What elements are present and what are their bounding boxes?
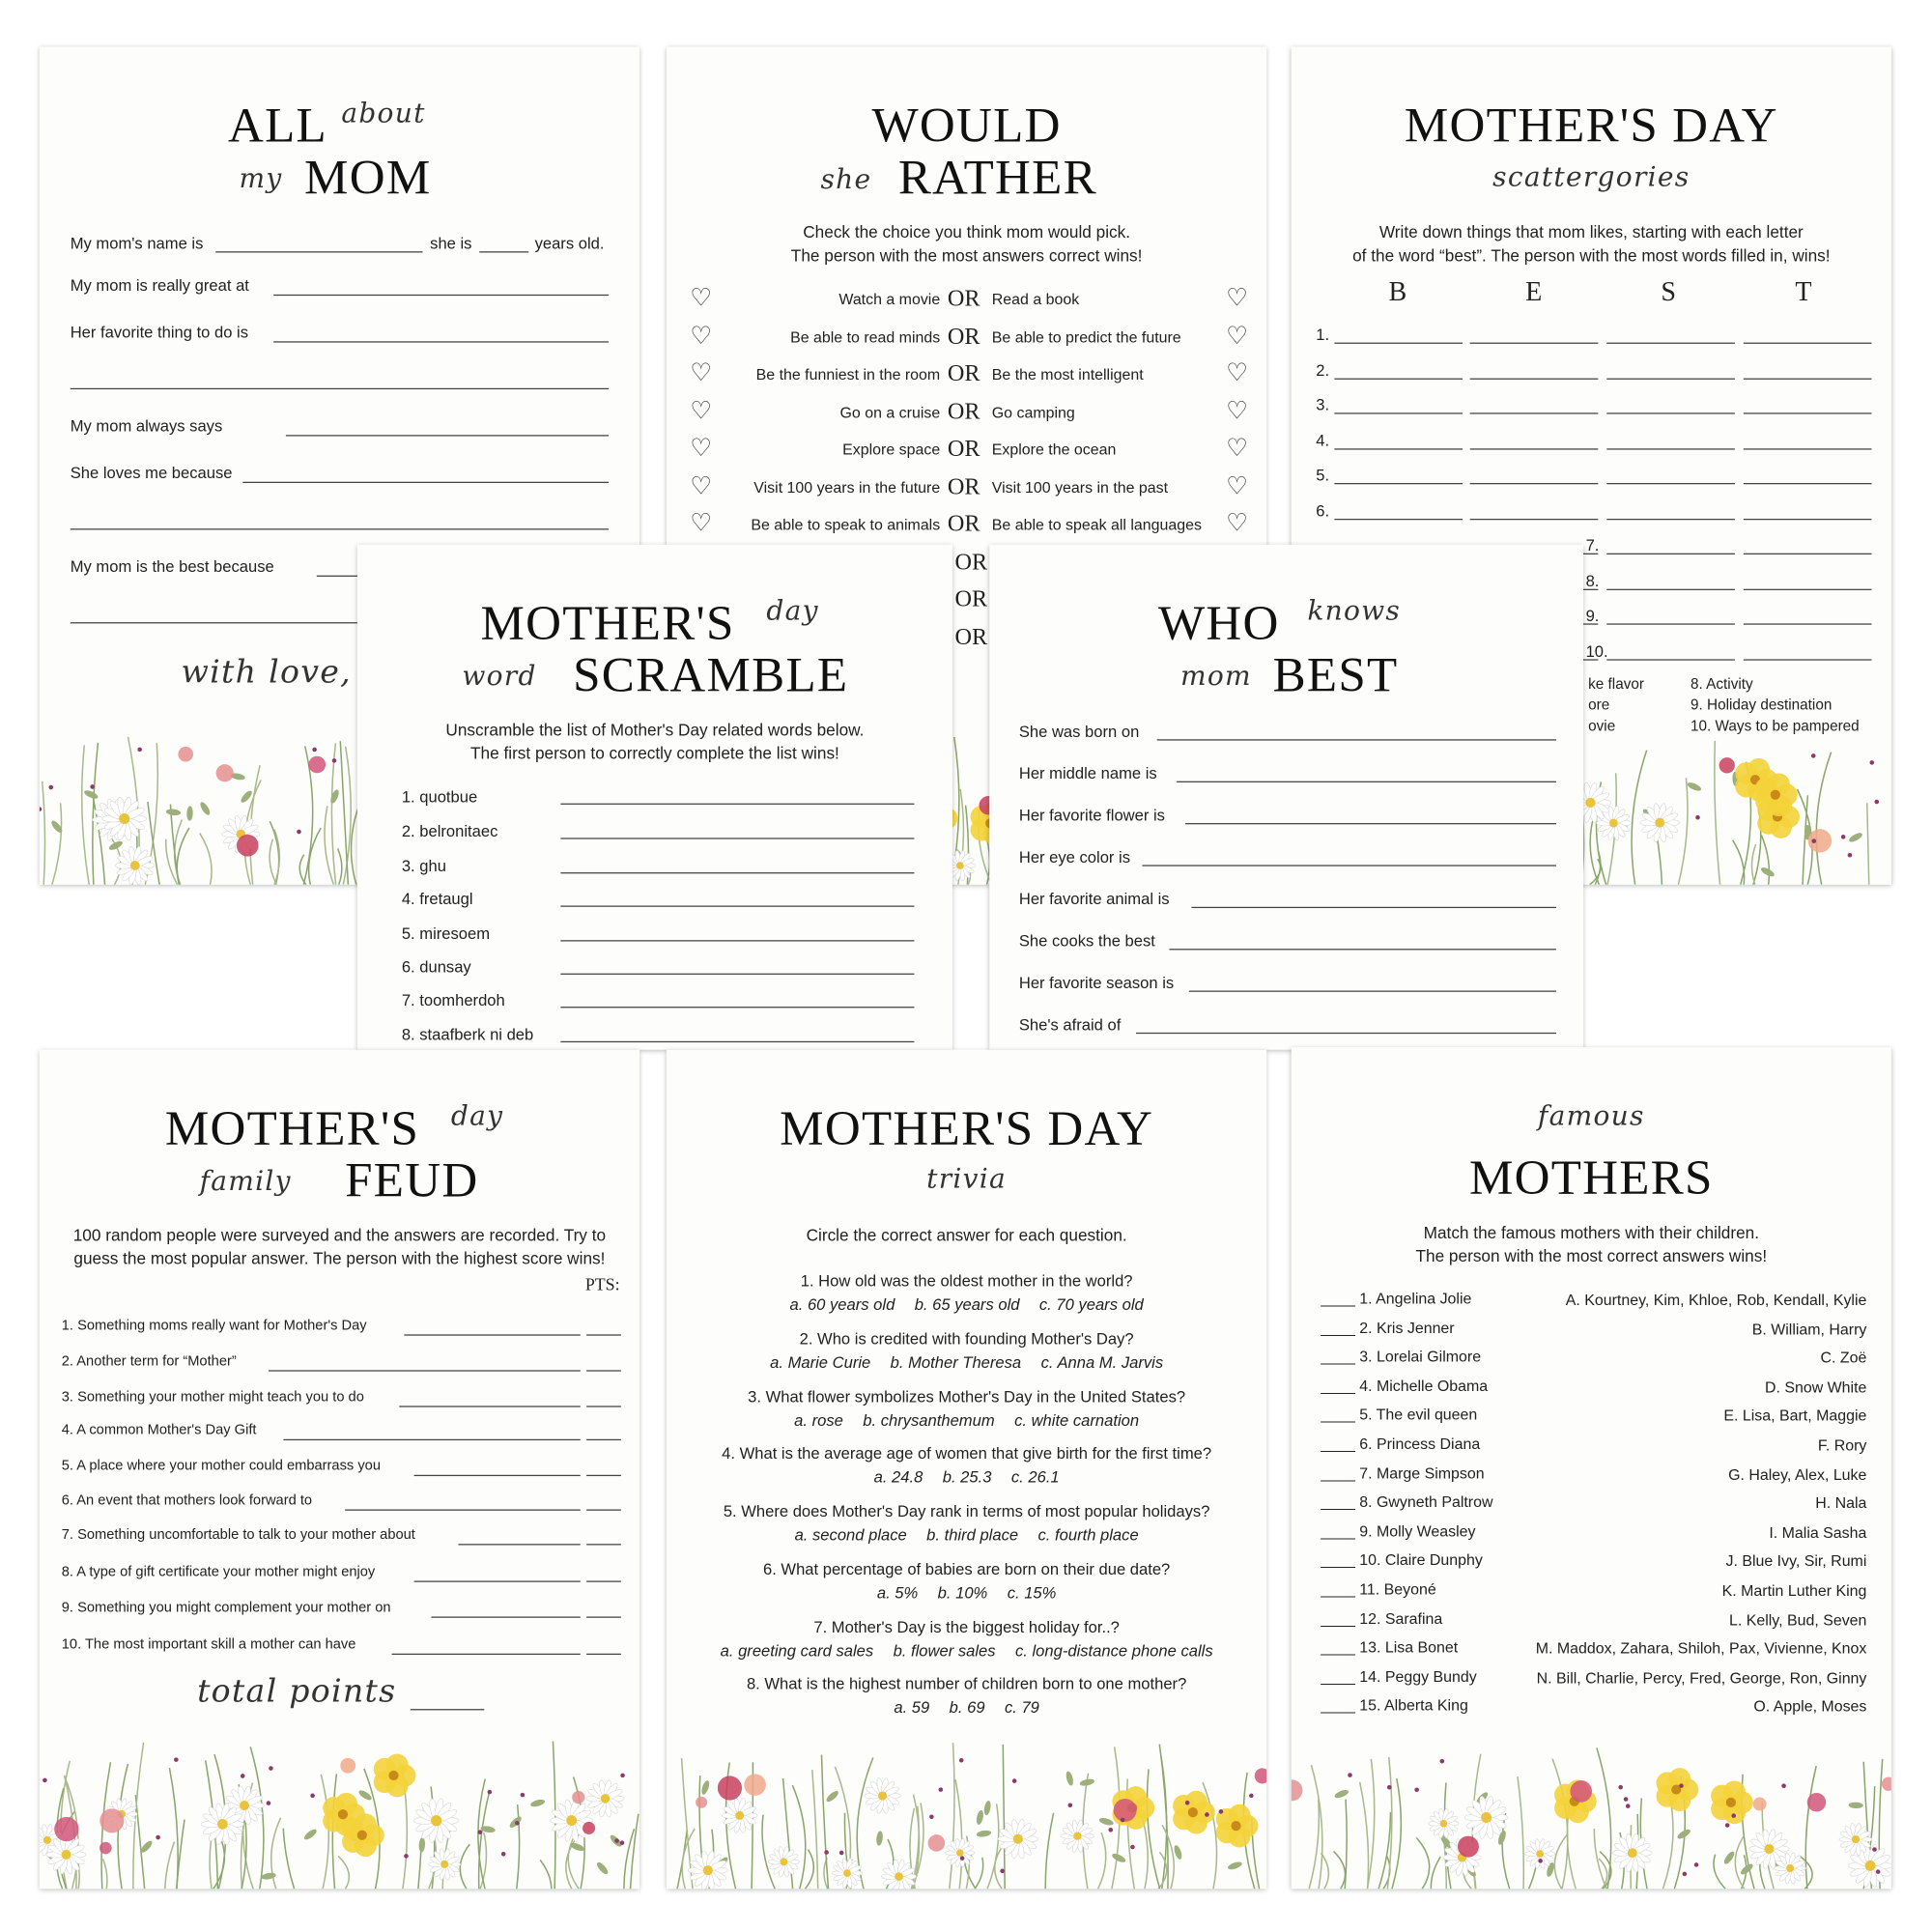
answer-option-c[interactable]: c. 70 years old (1038, 1294, 1144, 1314)
trivia-question: 1. How old was the oldest mother in the world? (800, 1271, 1133, 1291)
title-who: WHO (1157, 595, 1280, 651)
heart-checkbox-left-icon[interactable]: ♡ (690, 472, 713, 500)
option-right: Read a book (991, 291, 1080, 308)
title-script-family: family (199, 1166, 292, 1198)
mother-name: ____ 2. Kris Jenner (1321, 1319, 1455, 1337)
question-label: Her eye color is (1018, 847, 1131, 867)
option-left: Be able to read minds (790, 327, 941, 346)
or-separator: OR (947, 360, 980, 387)
answer-blank[interactable] (560, 872, 914, 873)
row-number: 8. (1585, 571, 1600, 590)
scrambled-word: 8. staafberk ni deb (401, 1025, 534, 1044)
trivia-question: 2. Who is credited with founding Mother's Day? (799, 1329, 1134, 1349)
answer-blank[interactable] (1744, 448, 1872, 449)
heart-checkbox-left-icon[interactable]: ♡ (690, 510, 713, 538)
column-letter: T (1795, 275, 1812, 307)
title-script-day: day (766, 596, 819, 628)
title-would: WOULD (871, 97, 1062, 154)
answer-options (667, 1354, 1266, 1371)
answer-blank[interactable] (1334, 448, 1463, 449)
children-names: F. Rory (1817, 1436, 1867, 1455)
points-blank[interactable] (586, 1334, 621, 1335)
option-left: Watch a movie (838, 291, 941, 308)
prompt-label: My mom is the best because (70, 556, 274, 576)
answer-blank[interactable] (1334, 412, 1463, 413)
answer-blank[interactable] (1191, 907, 1556, 908)
answer-options (667, 1296, 1266, 1313)
instructions (357, 720, 952, 766)
children-names: C. Zoë (1820, 1349, 1867, 1367)
points-blank[interactable] (586, 1509, 621, 1510)
option-right: Be able to predict the future (991, 327, 1181, 346)
children-names: O. Apple, Moses (1753, 1698, 1867, 1717)
answer-blank[interactable] (1606, 412, 1735, 413)
question-label: She's afraid of (1018, 1015, 1122, 1035)
answer-blank[interactable] (560, 974, 914, 975)
description (40, 1225, 639, 1271)
column-letter: B (1388, 275, 1407, 307)
row-number: 1. (1316, 325, 1330, 344)
answer-blank[interactable] (1470, 448, 1599, 449)
instruction-line-2: of the word “best”. The person with the most words filled in, wins! (1352, 245, 1831, 266)
answer-blank[interactable] (242, 482, 609, 483)
survey-question: 6. An event that mothers look forward to (61, 1492, 313, 1509)
total-points-label: total points (197, 1673, 397, 1711)
mother-name: ____ 4. Michelle Obama (1321, 1377, 1489, 1395)
answer-option-b[interactable]: b. flower sales (893, 1640, 996, 1661)
row-number: 5. (1316, 466, 1330, 485)
heart-checkbox-left-icon[interactable]: ♡ (690, 397, 713, 425)
instructions (1292, 222, 1891, 269)
answer-blank[interactable] (1606, 659, 1735, 660)
answer-blank[interactable] (286, 435, 609, 436)
row-number: 3. (1316, 395, 1330, 414)
answer-blank[interactable] (1142, 865, 1556, 866)
survey-question: 4. A common Mother's Day Gift (61, 1423, 257, 1438)
answer-blank[interactable] (273, 341, 609, 342)
answer-blank[interactable] (560, 1007, 914, 1008)
instruction-line-1: Unscramble the list of Mother's Day related words below. (445, 721, 865, 740)
answer-blank[interactable] (1744, 518, 1872, 519)
answer-blank[interactable] (1169, 949, 1556, 950)
question-label: Her favorite season is (1018, 973, 1175, 992)
mother-name: ____ 7. Marge Simpson (1321, 1464, 1485, 1482)
category-item: 8. Activity (1690, 674, 1753, 693)
answer-option-a[interactable]: a. Marie Curie (770, 1352, 871, 1372)
option-left: Visit 100 years in the future (753, 478, 941, 497)
total-points-blank[interactable] (411, 1709, 485, 1710)
scrambled-word: 3. ghu (401, 856, 446, 875)
heart-checkbox-left-icon[interactable]: ♡ (690, 284, 713, 312)
children-names: M. Maddox, Zahara, Shiloh, Pax, Vivienne, Knox (1535, 1639, 1867, 1658)
children-names: I. Malia Sasha (1769, 1523, 1867, 1542)
answer-option-c[interactable]: c. 15% (1007, 1583, 1057, 1603)
title-mothers: MOTHER'S (480, 595, 735, 651)
children-names: J. Blue Ivy, Sir, Rumi (1725, 1552, 1867, 1571)
answer-options (667, 1642, 1266, 1659)
answer-blank[interactable] (1744, 378, 1872, 379)
answer-blank[interactable] (1334, 483, 1463, 484)
option-right: Explore the ocean (991, 440, 1117, 459)
survey-question: 7. Something uncomfortable to talk to your mother about (61, 1527, 415, 1543)
answer-option-c[interactable]: c. Anna M. Jarvis (1040, 1352, 1164, 1372)
points-blank[interactable] (586, 1654, 621, 1655)
prompt-label: Her favorite thing to do is (70, 323, 249, 342)
answer-blank[interactable] (71, 528, 609, 529)
title-all: ALL (227, 97, 327, 154)
scrambled-word: 2. belronitaec (401, 821, 498, 840)
card-famous-mothers (1292, 1047, 1891, 1889)
title-script-mom: mom (1179, 661, 1252, 693)
answer-blank[interactable] (71, 388, 609, 389)
answer-option-b[interactable]: b. 10% (937, 1583, 988, 1603)
answer-blank[interactable] (1470, 483, 1599, 484)
answer-blank[interactable] (269, 1370, 581, 1371)
mother-name: ____ 13. Lisa Bonet (1321, 1638, 1459, 1657)
prompt-label: My mom always says (70, 416, 223, 436)
mother-name: ____ 10. Claire Dunphy (1321, 1551, 1483, 1570)
title-mothers-day: MOTHER'S DAY (780, 1100, 1154, 1156)
or-separator: OR (954, 549, 988, 576)
category-item: 9. Holiday destination (1690, 696, 1833, 714)
title-mothers: MOTHERS (1468, 1150, 1714, 1206)
category-item: 10. Ways to be pampered (1690, 717, 1860, 735)
answer-option-a[interactable]: a. rose (794, 1410, 843, 1430)
option-right: Be able to speak all languages (991, 516, 1202, 534)
points-blank[interactable] (586, 1580, 621, 1581)
answer-blank[interactable] (1334, 343, 1463, 344)
row-number: 6. (1316, 500, 1330, 520)
or-separator: OR (947, 323, 980, 350)
heart-checkbox-right-icon[interactable]: ♡ (1226, 510, 1249, 538)
survey-question: 10. The most important skill a mother can have (61, 1637, 356, 1653)
category-item: ovie (1588, 717, 1616, 735)
children-names: H. Nala (1815, 1494, 1867, 1513)
title-best: BEST (1272, 646, 1399, 703)
answer-blank[interactable] (1606, 448, 1735, 449)
row-number: 4. (1316, 430, 1330, 449)
children-names: K. Martin Luther King (1721, 1581, 1867, 1600)
survey-question: 2. Another term for “Mother” (61, 1353, 237, 1370)
answer-blank[interactable] (1606, 518, 1735, 519)
heart-checkbox-right-icon[interactable]: ♡ (1226, 472, 1249, 500)
row-number: 2. (1316, 360, 1330, 380)
question-label: She cooks the best (1018, 931, 1155, 951)
trivia-question: 6. What percentage of babies are born on their due date? (762, 1559, 1171, 1578)
title-script-word: word (462, 661, 537, 693)
answer-blank[interactable] (431, 1616, 580, 1617)
answer-blank[interactable] (1470, 518, 1599, 519)
answer-option-b[interactable]: b. chrysanthemum (863, 1410, 995, 1430)
or-separator: OR (954, 586, 988, 612)
description-line-1: 100 random people were surveyed and the answers are recorded. Try to (72, 1226, 607, 1245)
answer-blank[interactable] (1189, 991, 1556, 992)
answer-blank[interactable] (1744, 659, 1872, 660)
card-word-scramble (357, 545, 952, 1050)
answer-option-c[interactable]: c. 79 (1004, 1697, 1039, 1717)
mother-name: ____ 12. Sarafina (1321, 1609, 1443, 1628)
answer-blank[interactable] (1744, 623, 1872, 624)
title-script-famous: famous (1537, 1101, 1645, 1133)
answer-blank[interactable] (273, 295, 609, 296)
answer-option-a[interactable]: a. 5% (876, 1583, 919, 1603)
answer-blank[interactable] (1606, 343, 1735, 344)
answer-options (667, 1412, 1266, 1429)
heart-checkbox-left-icon[interactable]: ♡ (690, 322, 713, 350)
answer-blank[interactable] (458, 1544, 580, 1545)
answer-blank[interactable] (1334, 378, 1463, 379)
option-left: Go on a cruise (839, 403, 941, 421)
trivia-question: 5. Where does Mother's Day rank in terms of most popular holidays? (723, 1501, 1210, 1520)
mother-name: ____ 5. The evil queen (1321, 1406, 1478, 1424)
row-number: 10. (1585, 640, 1608, 661)
answer-blank[interactable] (560, 1041, 914, 1042)
instruction-line-1: Match the famous mothers with their children. (1423, 1223, 1760, 1242)
answer-option-b[interactable]: b. 25.3 (942, 1467, 992, 1487)
heart-checkbox-right-icon[interactable]: ♡ (1226, 435, 1249, 463)
answer-option-a[interactable]: a. 24.8 (873, 1467, 923, 1487)
or-separator: OR (947, 473, 980, 500)
option-right: Go camping (991, 403, 1075, 421)
survey-question: 9. Something you might complement your mother on (61, 1600, 391, 1616)
title-scramble: SCRAMBLE (573, 646, 849, 703)
column-letter: S (1661, 275, 1677, 307)
trivia-question: 8. What is the highest number of children born to one mother? (746, 1674, 1187, 1693)
wildflower-border (667, 1717, 1266, 1889)
title-script-about: about (341, 99, 426, 129)
answer-blank[interactable] (560, 905, 914, 906)
points-blank[interactable] (586, 1544, 621, 1545)
children-names: L. Kelly, Bud, Seven (1728, 1610, 1867, 1629)
scrambled-word: 4. fretaugl (401, 889, 473, 909)
answer-option-c[interactable]: c. long-distance phone calls (1014, 1640, 1213, 1661)
answer-option-b[interactable]: b. 69 (949, 1697, 985, 1717)
instructions (1292, 1222, 1891, 1268)
answer-blank[interactable] (1744, 412, 1872, 413)
answer-option-a[interactable]: a. 60 years old (789, 1294, 895, 1314)
row-number: 9. (1585, 606, 1600, 625)
row-number: 7. (1585, 535, 1600, 554)
scrambled-word: 1. quotbue (401, 787, 478, 807)
heart-checkbox-right-icon[interactable]: ♡ (1226, 397, 1249, 425)
heart-checkbox-right-icon[interactable]: ♡ (1226, 359, 1249, 387)
answer-blank[interactable] (1606, 588, 1735, 589)
answer-option-c[interactable]: c. fourth place (1037, 1525, 1139, 1545)
answer-blank[interactable] (414, 1475, 581, 1476)
answer-blank[interactable] (404, 1334, 580, 1335)
children-names: N. Bill, Charlie, Percy, Fred, George, Ron, Ginny (1536, 1669, 1867, 1687)
title-script-knows: knows (1307, 596, 1402, 628)
blank-name[interactable] (215, 251, 422, 252)
prompt-years-old: years old. (534, 234, 605, 253)
heart-checkbox-left-icon[interactable]: ♡ (690, 435, 713, 463)
answer-blank[interactable] (345, 1509, 581, 1510)
answer-option-c[interactable]: c. white carnation (1014, 1410, 1140, 1430)
answer-blank[interactable] (1177, 781, 1556, 782)
trivia-question: 3. What flower symbolizes Mother's Day in the United States? (748, 1387, 1186, 1406)
card-family-feud (40, 1050, 639, 1889)
prompt-name: My mom's name is (70, 234, 204, 253)
mother-name: ____ 9. Molly Weasley (1321, 1522, 1476, 1541)
trivia-question: 4. What is the average age of women that give birth for the first time? (722, 1443, 1212, 1463)
scrambled-word: 7. toomherdoh (401, 990, 505, 1009)
title-feud: FEUD (345, 1151, 479, 1208)
mother-name: ____ 11. Beyoné (1321, 1580, 1436, 1599)
option-left: Be able to speak to animals (751, 516, 941, 534)
answer-options (667, 1699, 1266, 1716)
instruction-line-1: Write down things that mom likes, starting with each letter (1378, 222, 1804, 242)
title-script-scattergories: scattergories (1492, 162, 1690, 194)
question-label: She was born on (1018, 722, 1140, 741)
answer-blank[interactable] (1606, 483, 1735, 484)
instructions (667, 222, 1266, 269)
children-names: G. Haley, Alex, Luke (1728, 1465, 1867, 1484)
option-left: Explore space (842, 440, 941, 459)
mother-name: ____ 6. Princess Diana (1321, 1435, 1481, 1453)
answer-blank[interactable] (560, 940, 914, 941)
points-blank[interactable] (586, 1439, 621, 1440)
answer-blank[interactable] (1606, 378, 1735, 379)
signature-with-love: with love, (181, 654, 352, 692)
option-left: Be the funniest in the room (755, 365, 941, 384)
category-item: ore (1588, 696, 1610, 714)
points-blank[interactable] (586, 1616, 621, 1617)
wildflower-border (1292, 1717, 1891, 1889)
column-letter: E (1525, 275, 1543, 307)
answer-blank[interactable] (392, 1654, 581, 1655)
answer-blank[interactable] (1606, 623, 1735, 624)
trivia-question: 7. Mother's Day is the biggest holiday for..? (813, 1617, 1120, 1636)
prompt-label: My mom is really great at (70, 275, 249, 295)
title-script-my: my (239, 163, 283, 195)
instruction-line-1: Check the choice you think mom would pick. (803, 222, 1131, 242)
children-names: D. Snow White (1764, 1378, 1867, 1396)
title-rather: RATHER (897, 149, 1097, 205)
mother-name: ____ 15. Alberta King (1321, 1696, 1468, 1715)
children-names: B. William, Harry (1751, 1320, 1867, 1338)
card-trivia (667, 1050, 1266, 1889)
answer-blank[interactable] (1744, 588, 1872, 589)
wildflower-border (40, 1717, 639, 1889)
answer-blank[interactable] (1470, 343, 1599, 344)
scrambled-word: 5. miresoem (401, 923, 491, 943)
prompt-she-is: she is (430, 234, 472, 253)
question-label: Her favorite animal is (1018, 889, 1170, 909)
question-label: Her favorite flower is (1018, 806, 1165, 825)
answer-options (667, 1468, 1266, 1485)
prompt-label: She loves me because (70, 463, 233, 482)
survey-question: 1. Something moms really want for Mother's Day (61, 1318, 367, 1334)
answer-option-a[interactable]: a. second place (794, 1525, 907, 1545)
answer-blank[interactable] (1136, 1033, 1556, 1034)
title-mothers-day: MOTHER'S DAY (1404, 97, 1778, 154)
category-item: ke flavor (1588, 674, 1644, 693)
blank-age[interactable] (479, 251, 528, 252)
instructions: Circle the correct answer for each question. (806, 1226, 1127, 1245)
points-blank[interactable] (586, 1475, 621, 1476)
survey-question: 8. A type of gift certificate your mother might enjoy (61, 1564, 376, 1580)
answer-blank[interactable] (414, 1580, 581, 1581)
answer-option-a[interactable]: a. 59 (894, 1697, 930, 1717)
or-separator: OR (947, 511, 980, 538)
scrambled-word: 6. dunsay (401, 957, 471, 977)
mother-name: ____ 8. Gwyneth Paltrow (1321, 1493, 1493, 1512)
title-script-she: she (820, 164, 872, 196)
question-label: Her middle name is (1018, 763, 1157, 782)
answer-option-b[interactable]: b. 65 years old (914, 1294, 1020, 1314)
instruction-line-2: The first person to correctly complete the list wins! (470, 744, 839, 763)
instruction-line-2: The person with the most correct answers wins! (1415, 1246, 1768, 1265)
points-header: PTS: (584, 1276, 620, 1295)
answer-blank[interactable] (1744, 343, 1872, 344)
mother-name: ____ 3. Lorelai Gilmore (1321, 1348, 1482, 1366)
option-right: Visit 100 years in the past (991, 478, 1169, 497)
title-mom: MOM (304, 149, 432, 205)
or-separator: OR (947, 436, 980, 463)
answer-blank[interactable] (1744, 483, 1872, 484)
survey-question: 3. Something your mother might teach you to do (61, 1389, 364, 1406)
children-names: A. Kourtney, Kim, Khloe, Rob, Kendall, Kylie (1565, 1291, 1867, 1309)
or-separator: OR (947, 285, 980, 312)
title-script-trivia: trivia (926, 1164, 1008, 1196)
instruction-line-2: The person with the most answers correct wins! (790, 245, 1143, 266)
mother-name: ____ 14. Peggy Bundy (1321, 1667, 1477, 1686)
children-names: E. Lisa, Bart, Maggie (1723, 1407, 1867, 1425)
description-line-2: guess the most popular answer. The person with the highest score wins! (73, 1249, 606, 1268)
heart-checkbox-left-icon[interactable]: ♡ (690, 359, 713, 387)
answer-option-c[interactable]: c. 26.1 (1010, 1467, 1060, 1487)
answer-option-b[interactable]: b. Mother Theresa (890, 1352, 1022, 1372)
answer-options (667, 1584, 1266, 1601)
title-mothers: MOTHER'S (164, 1100, 420, 1156)
survey-question: 5. A place where your mother could embarrass you (61, 1459, 381, 1474)
or-separator: OR (947, 398, 980, 425)
heart-checkbox-right-icon[interactable]: ♡ (1226, 322, 1249, 350)
mother-name: ____ 1. Angelina Jolie (1321, 1290, 1472, 1308)
card-who-knows-mom-best (989, 545, 1583, 1050)
answer-blank[interactable] (1185, 823, 1556, 824)
answer-blank[interactable] (560, 804, 914, 805)
answer-option-a[interactable]: a. greeting card sales (720, 1640, 874, 1661)
answer-blank[interactable] (1470, 378, 1599, 379)
title-script-day: day (450, 1101, 504, 1133)
answer-blank[interactable] (283, 1439, 580, 1440)
or-separator: OR (954, 624, 988, 650)
answer-blank[interactable] (1334, 518, 1463, 519)
answer-blank[interactable] (1470, 412, 1599, 413)
option-right: Be the most intelligent (991, 365, 1144, 384)
heart-checkbox-right-icon[interactable]: ♡ (1226, 284, 1249, 312)
points-blank[interactable] (586, 1370, 621, 1371)
answer-option-b[interactable]: b. third place (926, 1525, 1019, 1545)
answer-blank[interactable] (1157, 739, 1556, 740)
answer-options (667, 1526, 1266, 1543)
